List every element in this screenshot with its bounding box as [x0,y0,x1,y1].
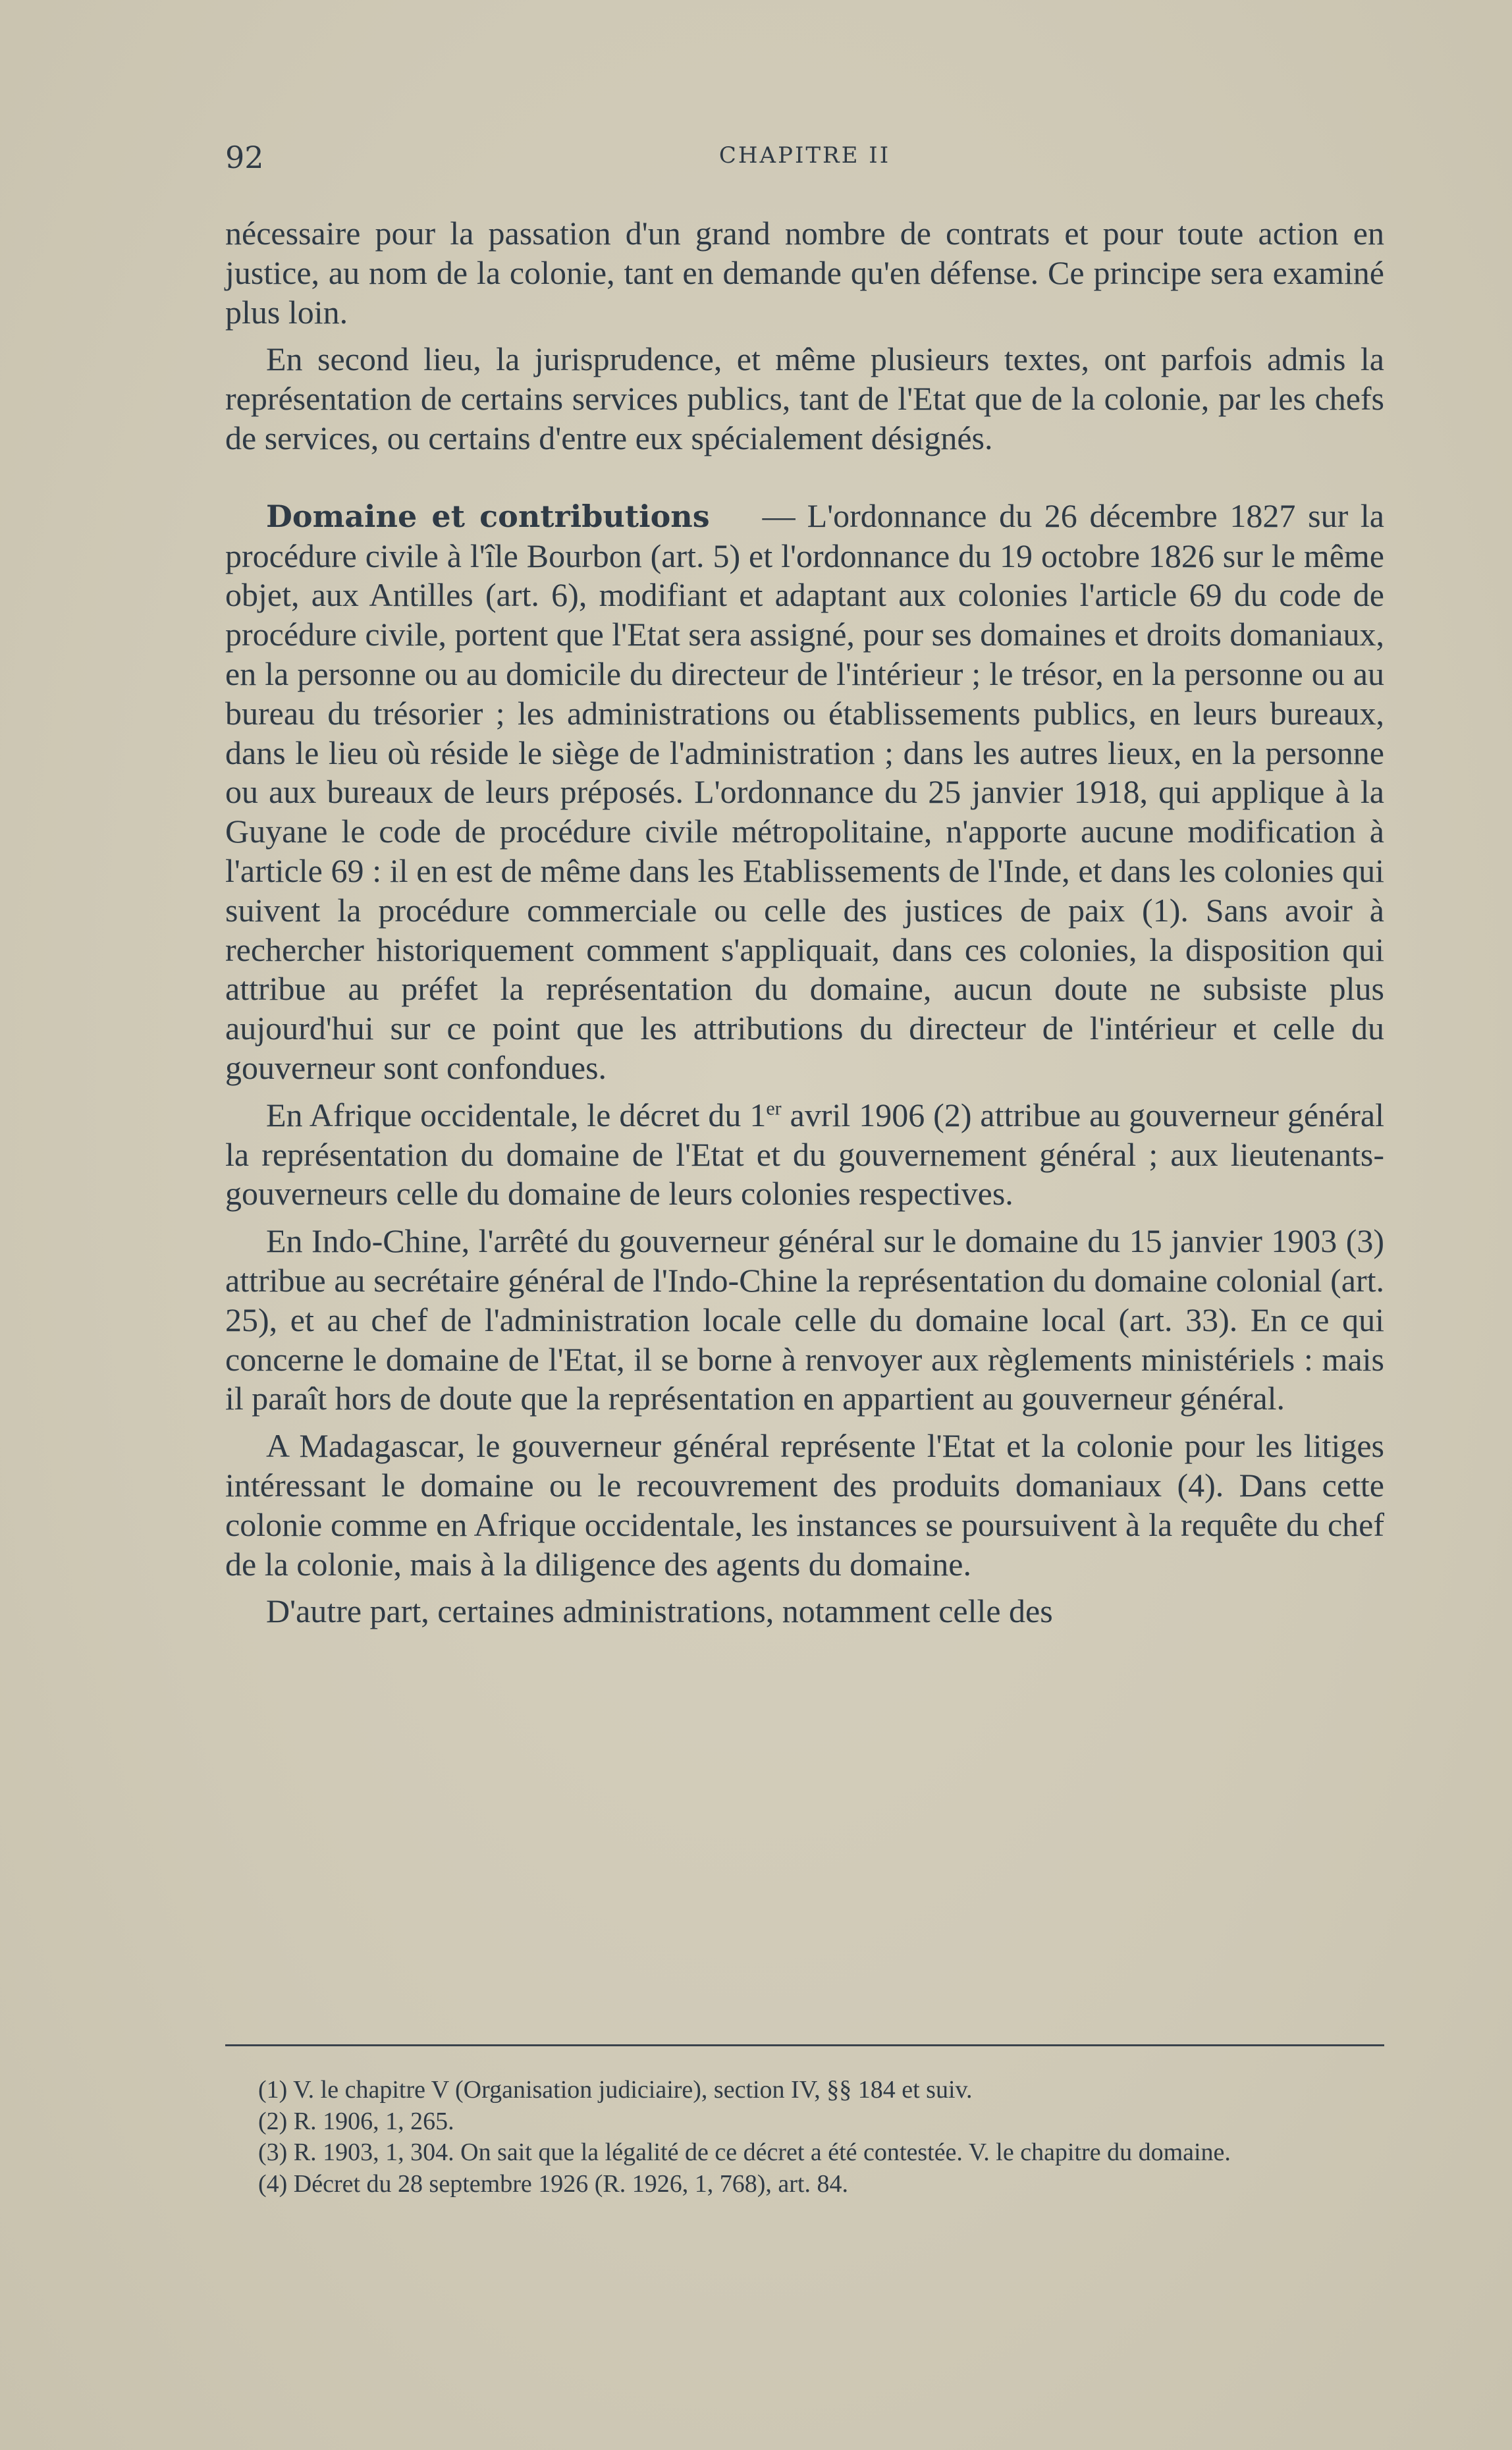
paragraph-last: D'autre part, certaines administrations, notamment celle des [266,1592,1053,1630]
afrique-text-after: avril 1906 (2) attribue au gouverneur général la représentation du domaine de l'Etat et du gouvernement général ; aux lieutenants-gouverneurs celle du domaine de leurs colonies respectives. [225,1096,1384,1212]
section-paragraph-domaine [225,497,1384,1088]
footnote: (3) R. 1903, 1, 304. On sait que la légalité de ce décret a été contestée. V. le chapitre du domaine. [258,2138,1231,2166]
ordinal-superscript: er [766,1097,782,1120]
paragraph-madagascar: A Madagascar, le gouverneur général représente l'Etat et la colonie pour les litiges intéressant le domaine ou le recouvrement des produits domaniaux (4). Dans cette colonie comme en Afrique occidentale, les instances se poursuivent à la requête du chef de la colonie, mais à la diligence des agents du domaine. [225,1427,1384,1583]
paragraph-afrique [225,1096,1384,1214]
paragraph-continuation: nécessaire pour la passation d'un grand nombre de contrats et pour toute action en justice, au nom de la colonie, tant en demande qu'en défense. Ce principe sera examiné plus loin. [225,215,1384,331]
running-title: CHAPITRE II [718,142,891,169]
section-title: Domaine et contributions [266,498,710,534]
paragraph-indochine: En Indo-Chine, l'arrêté du gouverneur général sur le domaine du 15 janvier 1903 (3) attribue au secrétaire général de l'Indo-Chine la représentation du domaine colonial (art. 25), et au chef de l'administration locale celle du domaine local (art. 33). En ce qui concerne le domaine de l'Etat, il se borne à renvoyer aux règlements ministériels : mais il paraît hors de doute que la représentation en appartient au gouverneur général. [225,1222,1384,1417]
section-first-text: L'ordonnance du 26 décembre 1827 sur la procédure civile à l'île Bourbon (art. 5) et l'ordonnance du 19 octobre 1826 sur le même objet, aux Antilles (art. 6), modifiant et adaptant aux colonies l'article 69 du code de procédure civile, portent que l'Etat sera assigné, pour ses domaines et droits domaniaux, en la personne ou au domicile du directeur de l'intérieur ; le trésor, en la personne ou au bureau du trésorier ; les administrations ou établissements publics, en leurs bureaux, dans le lieu où réside le siège de l'administration ; dans les autres lieux, en la personne ou aux bureaux de leurs préposés. L'ordonnance du 25 janvier 1918, qui applique à la Guyane le code de procédure civile métropolitaine, n'apporte aucune modification à l'article 69 : il en est de même dans les Etablissements de l'Inde, et dans les colonies qui suivent la procédure commerciale ou celle des justices de paix (1). Sans avoir à rechercher historiquement comment s'appliquait, dans ces colonies, la disposition qui attribue au préfet la représentation du domaine, aucun doute ne subsiste plus aujourd'hui sur ce point que les attributions du directeur de l'intérieur et celle du gouverneur sont confondues. [225,497,1384,1086]
paragraph-second-place: En second lieu, la jurisprudence, et même plusieurs textes, ont parfois admis la représentation de certains services publics, tant de l'Etat que de la colonie, par les chefs de services, ou certains d'entre eux spécialement désignés. [225,340,1384,456]
footnote: (2) R. 1906, 1, 265. [258,2107,454,2135]
afrique-text-before: En Afrique occidentale, le décret du 1 [266,1096,767,1133]
footnote: (4) Décret du 28 septembre 1926 (R. 1926, 1, 768), art. 84. [258,2169,848,2198]
section-dash: — [762,497,796,534]
footnote-divider [225,2044,1384,2046]
footnote: (1) V. le chapitre V (Organisation judiciaire), section IV, §§ 184 et suiv. [258,2076,973,2104]
footnotes [225,2075,1384,2200]
page-header [225,140,1384,179]
page-number: 92 [225,140,264,175]
main-text [225,214,1384,1639]
